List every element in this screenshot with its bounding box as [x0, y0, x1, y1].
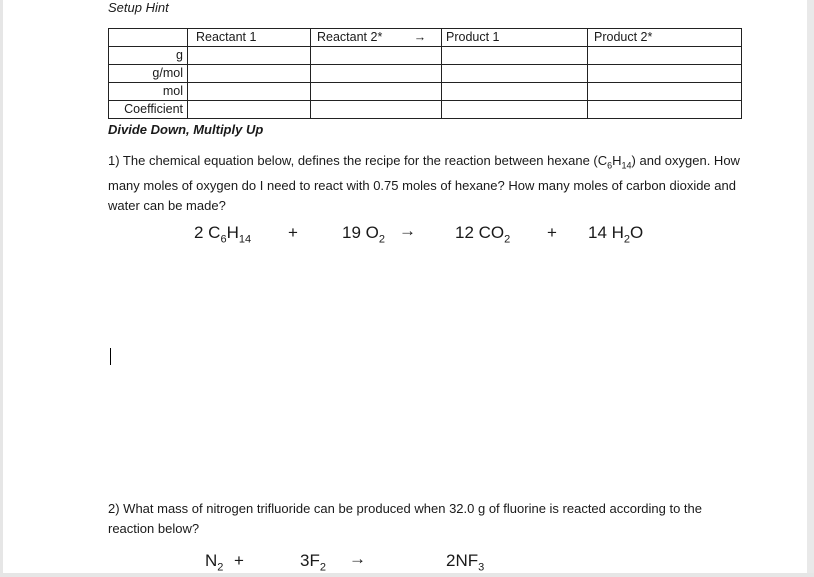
eq1-plus-1: +	[288, 223, 298, 242]
eq1-water: 14 $H_2O$	[588, 223, 644, 246]
reaction-arrow-icon: →	[413, 30, 427, 44]
header-product-2: Product 2*	[588, 29, 742, 47]
row-label-moles: mol	[109, 83, 188, 101]
header-reactant-2-label: Reactant 2*	[317, 30, 383, 44]
question-2-text: 2) What mass of nitrogen trifluoride can be produced when 32.0 g of fluorine is reacted according to the reaction below?	[108, 501, 703, 536]
table-cell[interactable]	[311, 47, 442, 65]
table-cell[interactable]	[442, 83, 588, 101]
vertical-scrollbar[interactable]	[807, 0, 814, 577]
table-corner-cell	[109, 29, 188, 47]
text-cursor	[110, 348, 111, 365]
eq2-nitrogen-trifluoride: $2NF_3$	[446, 551, 485, 574]
divide-down-heading: Divide Down, Multiply Up	[108, 122, 264, 137]
setup-hint-table	[108, 28, 742, 119]
eq1-oxygen: 19 $O_2$	[342, 223, 385, 246]
table-row	[109, 29, 742, 47]
table-row	[109, 83, 742, 101]
reaction-arrow-icon: →	[349, 549, 366, 568]
table-cell[interactable]	[188, 47, 311, 65]
row-label-molar-mass: g/mol	[109, 65, 188, 83]
table-row	[109, 47, 742, 65]
table-cell[interactable]	[188, 101, 311, 119]
eq1-hexane: 2 $C_6H_{14}$	[194, 223, 252, 246]
table-cell[interactable]	[188, 65, 311, 83]
table-cell[interactable]	[188, 83, 311, 101]
table-cell[interactable]	[442, 65, 588, 83]
row-label-coefficient: Coefficient	[109, 101, 188, 119]
table-cell[interactable]	[442, 47, 588, 65]
table-row	[109, 101, 742, 119]
table-cell[interactable]	[588, 83, 742, 101]
table-cell[interactable]	[588, 47, 742, 65]
page-left-margin	[0, 0, 3, 577]
eq1-carbon-dioxide: 12 $CO_2$	[455, 223, 511, 246]
eq1-plus-2: +	[547, 223, 557, 242]
table-cell[interactable]	[311, 83, 442, 101]
header-product-1: Product 1	[442, 29, 588, 47]
table-cell[interactable]	[442, 101, 588, 119]
table-row	[109, 65, 742, 83]
table-cell[interactable]	[311, 101, 442, 119]
setup-hint-heading: Setup Hint	[108, 0, 169, 15]
eq2-nitrogen: $N_2$	[205, 551, 224, 574]
reaction-arrow-icon: →	[399, 221, 416, 240]
question-1-text: 1) The chemical equation below, defines the recipe for the reaction between hexane $(C_6H_{14})$ and oxygen. How many moles of oxygen do I need to react with 0.75 moles of hexane? How many moles of carbon dioxide and water can be made?	[108, 153, 740, 213]
table-cell[interactable]	[311, 65, 442, 83]
eq2-fluorine: $3F_2$	[300, 551, 326, 574]
page-bottom-edge	[0, 573, 814, 577]
table-cell[interactable]	[588, 65, 742, 83]
row-label-grams: g	[109, 47, 188, 65]
eq2-plus: +	[234, 551, 244, 570]
header-reactant-1: Reactant 1	[188, 29, 311, 47]
header-reactant-2	[311, 29, 442, 47]
table-cell[interactable]	[588, 101, 742, 119]
